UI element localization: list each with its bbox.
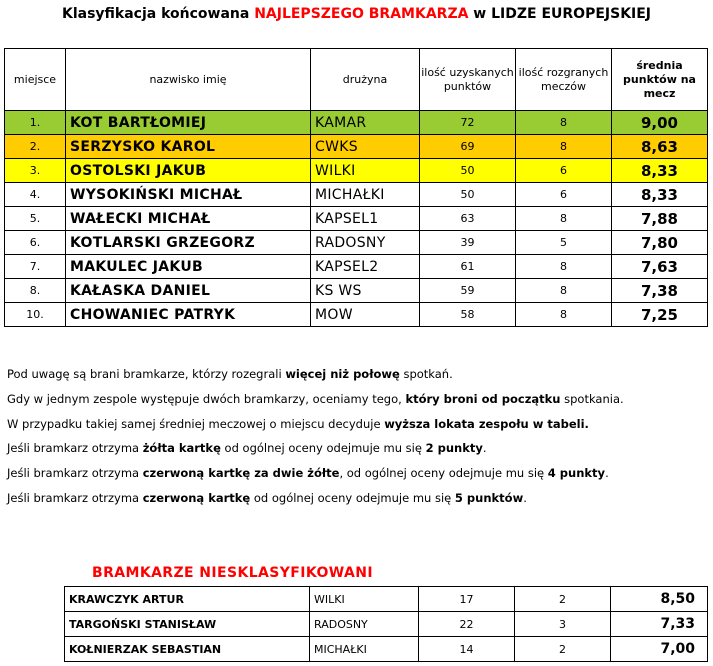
rule-text: W przypadku takiej samej średniej meczowej o miejscu decyduje <box>7 416 385 431</box>
cell-place: 6. <box>5 231 66 255</box>
cell-matches: 6 <box>516 159 612 183</box>
cell-name: MAKULEC JAKUB <box>66 255 311 279</box>
unclassified-row <box>65 637 708 662</box>
page-title <box>0 6 713 22</box>
cell-average: 7,80 <box>612 231 708 255</box>
cell-average: 7,00 <box>611 637 708 662</box>
cell-place: 8. <box>5 279 66 303</box>
rule-emphasis: czerwoną kartkę <box>142 490 251 505</box>
rule-text: . <box>605 466 609 481</box>
rule-emphasis: 2 punkty <box>425 441 483 456</box>
cell-matches: 3 <box>515 612 611 637</box>
cell-average: 9,00 <box>612 111 708 135</box>
cell-points: 63 <box>420 207 516 231</box>
rule-emphasis: żółta kartkę <box>142 441 221 456</box>
rule-note <box>7 417 707 442</box>
cell-team: MICHAŁKI <box>311 183 420 207</box>
cell-team: RADOSNY <box>311 231 420 255</box>
cell-place: 2. <box>5 135 66 159</box>
cell-points: 17 <box>419 587 515 612</box>
cell-place: 10. <box>5 303 66 327</box>
cell-place: 1. <box>5 111 66 135</box>
header-matches: ilość rozgranych meczów <box>516 49 612 111</box>
rule-text: Pod uwagę są brani bramkarze, którzy rozegrali <box>7 367 286 381</box>
cell-place: 7. <box>5 255 66 279</box>
rule-text: Jeśli bramkarz otrzyma <box>7 490 143 505</box>
cell-average: 7,88 <box>612 207 708 231</box>
cell-name: OSTOLSKI JAKUB <box>66 159 311 183</box>
cell-matches: 8 <box>516 303 612 327</box>
cell-name: KOT BARTŁOMIEJ <box>66 111 311 135</box>
cell-points: 50 <box>420 183 516 207</box>
rule-text: od ogólnej oceny odejmuje mu się <box>220 441 426 456</box>
cell-average: 7,33 <box>611 612 708 637</box>
cell-name: WYSOKIŃSKI MICHAŁ <box>66 183 311 207</box>
title-highlight: NAJLEPSZEGO BRAMKARZA <box>254 6 469 22</box>
cell-place: 4. <box>5 183 66 207</box>
rule-text: spotkań. <box>399 367 453 381</box>
cell-name: KOŁNIERZAK SEBASTIAN <box>65 637 310 662</box>
cell-team: RADOSNY <box>310 612 419 637</box>
rule-text: Jeśli bramkarz otrzyma <box>7 441 143 456</box>
rule-text: , od ogólnej oceny odejmuje mu się <box>339 466 548 481</box>
cell-team: KAMAR <box>311 111 420 135</box>
cell-team: WILKI <box>310 587 419 612</box>
rule-text: Jeśli bramkarz otrzyma <box>7 466 143 481</box>
cell-name: KOTLARSKI GRZEGORZ <box>66 231 311 255</box>
header-team: drużyna <box>311 49 420 111</box>
ranking-row <box>5 135 708 159</box>
cell-place: 3. <box>5 159 66 183</box>
cell-name: TARGOŃSKI STANISŁAW <box>65 612 310 637</box>
cell-matches: 6 <box>516 183 612 207</box>
cell-name: SERZYSKO KAROL <box>66 135 311 159</box>
cell-name: WAŁECKI MICHAŁ <box>66 207 311 231</box>
cell-average: 8,33 <box>612 183 708 207</box>
rule-emphasis: który broni od początku <box>405 391 561 406</box>
cell-points: 39 <box>420 231 516 255</box>
rule-emphasis: wyższa lokata zespołu w tabeli. <box>384 416 589 431</box>
rule-note <box>7 441 707 466</box>
rule-text: spotkania. <box>560 391 624 406</box>
rule-text: . <box>482 441 487 456</box>
cell-team: KS WS <box>311 279 420 303</box>
header-points: ilość uzyskanych punktów <box>420 49 516 111</box>
cell-average: 8,63 <box>612 135 708 159</box>
cell-average: 7,63 <box>612 255 708 279</box>
cell-average: 8,50 <box>611 587 708 612</box>
cell-points: 72 <box>420 111 516 135</box>
cell-team: MOW <box>311 303 420 327</box>
rule-note <box>7 367 707 392</box>
cell-matches: 2 <box>515 637 611 662</box>
cell-points: 61 <box>420 255 516 279</box>
ranking-row <box>5 231 708 255</box>
ranking-row <box>5 303 708 327</box>
rule-text: Gdy w jednym zespole występuje dwóch bramkarzy, oceniamy tego, <box>7 391 406 406</box>
cell-matches: 8 <box>516 207 612 231</box>
cell-matches: 8 <box>516 279 612 303</box>
unclassified-body <box>65 587 708 662</box>
rule-note <box>7 466 707 491</box>
cell-points: 59 <box>420 279 516 303</box>
header-average: średnia punktów na mecz <box>612 49 708 111</box>
cell-average: 7,38 <box>612 279 708 303</box>
cell-team: CWKS <box>311 135 420 159</box>
rule-emphasis: więcej niż połowę <box>285 367 400 381</box>
cell-matches: 5 <box>516 231 612 255</box>
ranking-table <box>4 48 708 327</box>
cell-points: 58 <box>420 303 516 327</box>
cell-points: 14 <box>419 637 515 662</box>
cell-name: KAŁASKA DANIEL <box>66 279 311 303</box>
cell-team: KAPSEL2 <box>311 255 420 279</box>
rule-emphasis: czerwoną kartkę za dwie żółte <box>142 466 340 481</box>
rule-text: od ogólnej oceny odejmuje mu się <box>250 490 455 505</box>
rule-emphasis: 5 punktów <box>454 490 524 505</box>
title-prefix: Klasyfikacja końcowana <box>61 6 255 22</box>
cell-team: KAPSEL1 <box>311 207 420 231</box>
cell-matches: 8 <box>516 111 612 135</box>
cell-team: WILKI <box>311 159 420 183</box>
header-place: miejsce <box>5 49 66 111</box>
cell-place: 5. <box>5 207 66 231</box>
cell-matches: 8 <box>516 255 612 279</box>
cell-points: 50 <box>420 159 516 183</box>
cell-points: 22 <box>419 612 515 637</box>
rule-note <box>7 491 707 516</box>
cell-matches: 2 <box>515 587 611 612</box>
rule-note <box>7 392 707 417</box>
ranking-row <box>5 159 708 183</box>
cell-average: 7,25 <box>612 303 708 327</box>
ranking-row <box>5 279 708 303</box>
cell-team: MICHAŁKI <box>310 637 419 662</box>
title-suffix: w LIDZE EUROPEJSKIEJ <box>468 6 652 22</box>
cell-matches: 8 <box>516 135 612 159</box>
unclassified-row <box>65 587 708 612</box>
ranking-row <box>5 255 708 279</box>
header-name: nazwisko imię <box>66 49 311 111</box>
ranking-row <box>5 207 708 231</box>
ranking-row <box>5 183 708 207</box>
cell-points: 69 <box>420 135 516 159</box>
cell-name: KRAWCZYK ARTUR <box>65 587 310 612</box>
cell-name: CHOWANIEC PATRYK <box>66 303 311 327</box>
cell-average: 8,33 <box>612 159 708 183</box>
ranking-body <box>5 111 708 327</box>
rule-emphasis: 4 punkty <box>547 466 606 481</box>
unclassified-row <box>65 612 708 637</box>
ranking-header-row <box>5 49 708 111</box>
rule-text: . <box>523 490 527 505</box>
ranking-row <box>5 111 708 135</box>
unclassified-title: BRAMKARZE NIESKLASYFIKOWANI <box>92 565 373 581</box>
unclassified-table <box>64 586 708 662</box>
rules-notes <box>7 367 707 516</box>
